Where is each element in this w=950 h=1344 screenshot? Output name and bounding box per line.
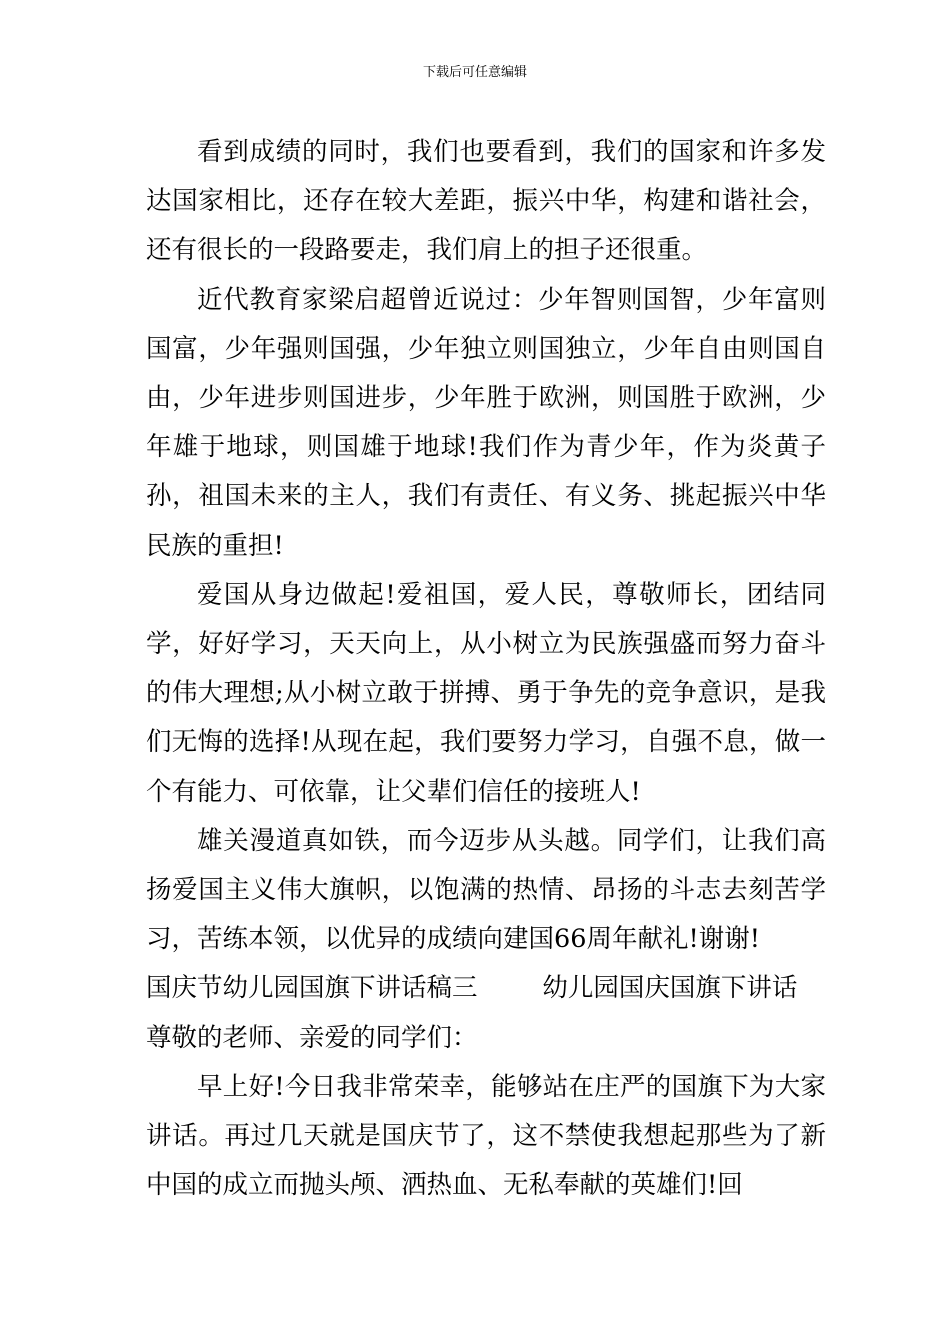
document-body	[146, 128, 826, 1210]
paragraph-3: 爱国从身边做起!爱祖国，爱人民，尊敬师长，团结同学，好好学习，天天向上，从小树立为民族强盛而努力奋斗的伟大理想;从小树立敢于拼搏、勇于争先的竞争意识，是我们无悔的选择!从现在起，我们要努力学习，自强不息，做一个有能力、可依靠，让父辈们信任的接班人!	[146, 579, 826, 807]
paragraph-4: 雄关漫道真如铁，而今迈步从头越。同学们，让我们高扬爱国主义伟大旗帜，以饱满的热情、昂扬的斗志去刻苦学习，苦练本领，以优异的成绩向建国66周年献礼!谢谢!	[146, 825, 826, 955]
paragraph-1: 看到成绩的同时，我们也要看到，我们的国家和许多发达国家相比，还存在较大差距，振兴中华，构建和谐社会，还有很长的一段路要走，我们肩上的担子还很重。	[146, 137, 826, 266]
paragraph-5: 早上好!今日我非常荣幸，能够站在庄严的国旗下为大家讲话。再过几天就是国庆节了，这不禁使我想起那些为了新中国的成立而抛头颅、洒热血、无私奉献的英雄们!回	[146, 1071, 826, 1201]
salutation: 尊敬的老师、亲爱的同学们：	[146, 1022, 478, 1053]
page-header-note: 下载后可任意编辑	[422, 65, 527, 80]
section-title-line: 国庆节幼儿园国旗下讲话稿三 幼儿园国庆国旗下讲话	[146, 973, 798, 1004]
paragraph-2: 近代教育家梁启超曾近说过：少年智则国智，少年富则国富，少年强则国强，少年独立则国独立，少年自由则国自由，少年进步则国进步，少年胜于欧洲，则国胜于欧洲，少年雄于地球，则国雄于地球!我们作为青少年，作为炎黄子孙，祖国未来的主人，我们有责任、有义务、挑起振兴中华民族的重担!	[146, 284, 826, 561]
